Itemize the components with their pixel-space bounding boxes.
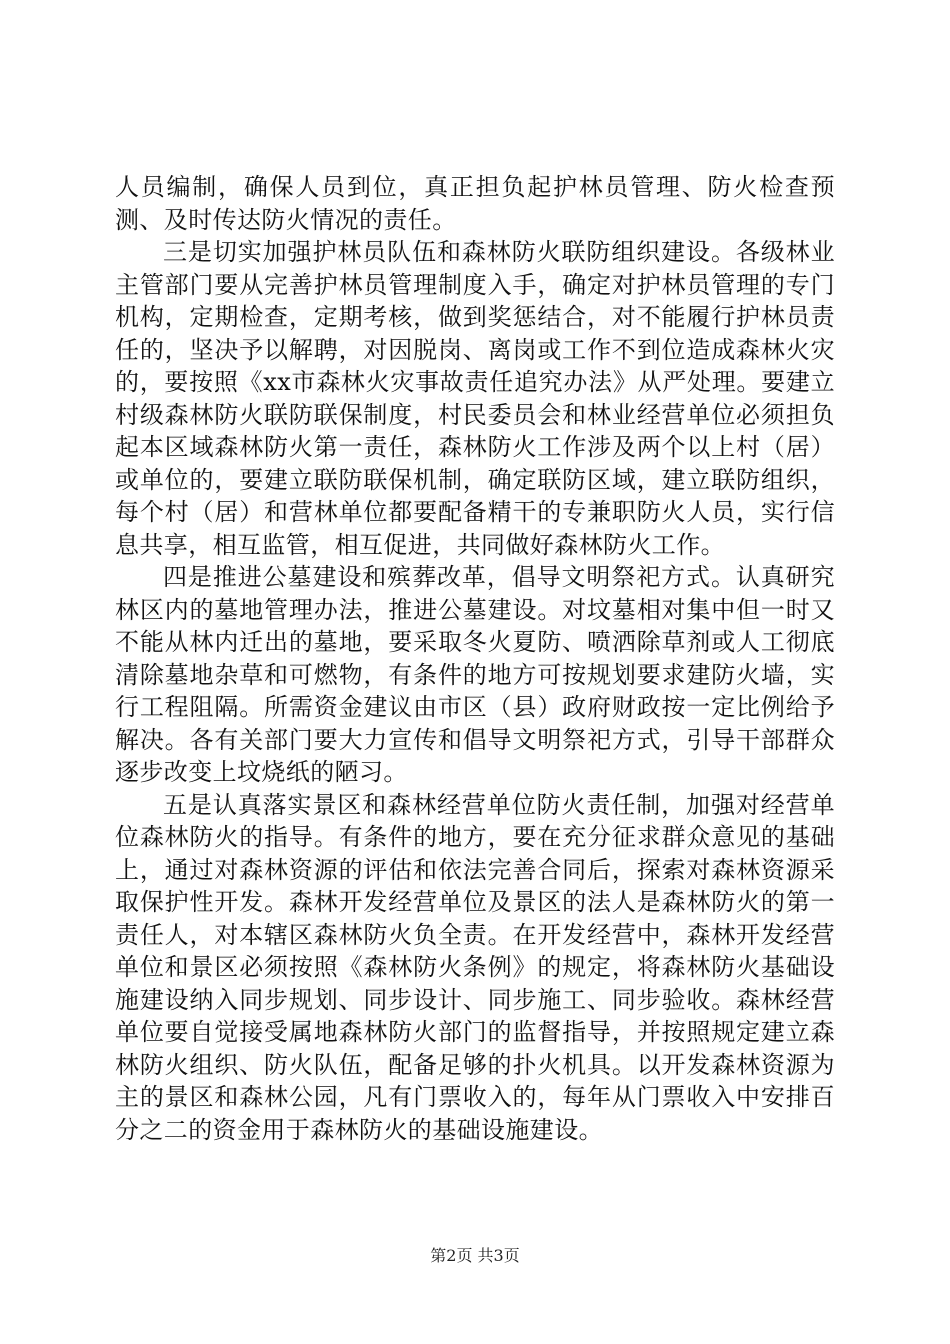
paragraph-cemetery-reform: 四是推进公墓建设和殡葬改革，倡导文明祭祀方式。认真研究林区内的墓地管理办法，推进公墓建设。对坟墓相对集中但一时又不能从林内迁出的墓地，要采取冬火夏防、喷洒除草剂或人工彻底清除墓地杂草和可燃物，有条件的地方可按规划要求建防火墙，实行工程阻隔。所需资金建议由市区（县）政府财政按一定比例给予解决。各有关部门要大力宣传和倡导文明祭祀方式，引导干部群众逐步改变上坟烧纸的陋习。 (115, 563, 835, 786)
paragraph-forest-ranger-team: 三是切实加强护林员队伍和森林防火联防组织建设。各级林业主管部门要从完善护林员管理制度入手，确定对护林员管理的专门机构，定期检查，定期考核，做到奖惩结合，对不能履行护林员责任的，坚决予以解聘，对因脱岗、离岗或工作不到位造成森林火灾的，要按照《xx市森林火灾事故责任追究办法》从严处理。要建立村级森林防火联防联保制度，村民委员会和林业经营单位必须担负起本区域森林防火第一责任，森林防火工作涉及两个以上村（居）或单位的，要建立联防联保机制，确定联防区域，建立联防组织，每个村（居）和营林单位都要配备精干的专兼职防火人员，实行信息共享，相互监管，相互促进，共同做好森林防火工作。 (115, 238, 835, 559)
document-body (115, 171, 835, 1146)
page-footer: 第2页 共3页 (430, 1246, 520, 1265)
paragraph-continuation: 人员编制，确保人员到位，真正担负起护林员管理、防火检查预测、及时传达防火情况的责任。 (115, 173, 835, 234)
paragraph-scenic-area-responsibility: 五是认真落实景区和森林经营单位防火责任制，加强对经营单位森林防火的指导。有条件的地方，要在充分征求群众意见的基础上，通过对森林资源的评估和依法完善合同后，探索对森林资源采取保护性开发。森林开发经营单位及景区的法人是森林防火的第一责任人，对本辖区森林防火负全责。在开发经营中，森林开发经营单位和景区必须按照《森林防火条例》的规定，将森林防火基础设施建设纳入同步规划、同步设计、同步施工、同步验收。森林经营单位要自觉接受属地森林防火部门的监督指导，并按照规定建立森林防火组织、防火队伍，配备足够的扑火机具。以开发森林资源为主的景区和森林公园，凡有门票收入的，每年从门票收入中安排百分之二的资金用于森林防火的基础设施建设。 (115, 790, 835, 1144)
